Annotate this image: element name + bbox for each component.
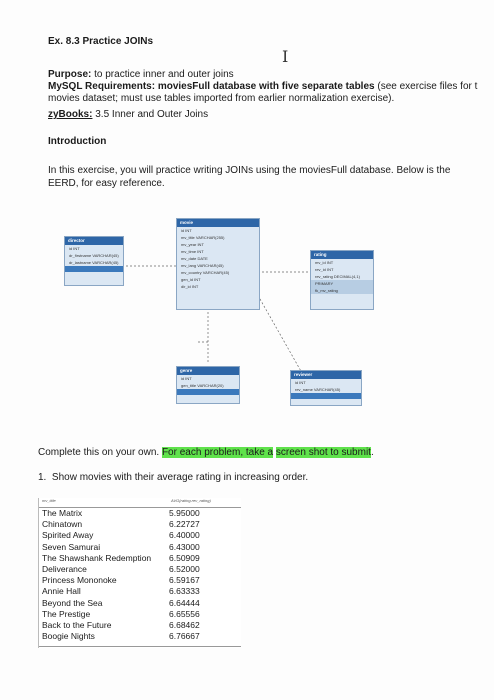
genre-field: id INT: [181, 376, 192, 381]
genre-field: gen_title VARCHAR(20): [181, 383, 224, 388]
eerd-diagram: [58, 212, 398, 422]
director-table-header: director: [65, 237, 123, 245]
question-1: [38, 472, 308, 483]
title-column: [42, 508, 151, 642]
instructions-text: .: [370, 447, 374, 458]
zybooks-label: zyBooks:: [48, 109, 93, 120]
result-rating-cell: 6.64444: [169, 597, 200, 608]
movie-field: mv_title VARCHAR(255): [181, 235, 225, 240]
purpose-text: to practice inner and outer joins: [91, 69, 234, 80]
result-rating-cell: 6.22727: [169, 519, 200, 530]
instructions-text: Complete this on your own.: [38, 447, 162, 458]
result-rating-cell: 6.68462: [169, 619, 200, 630]
zybooks-line: [48, 109, 208, 120]
requirements-line-2: movies dataset; must use tables imported from earlier normalization exercise).: [48, 93, 395, 104]
result-title-cell: The Matrix: [42, 508, 83, 518]
result-title-cell: The Prestige: [42, 608, 91, 619]
purpose-line: [48, 69, 234, 80]
movie-field: mv_time INT: [181, 249, 204, 254]
instructions-highlight: screen shot to submit: [275, 447, 371, 458]
result-rating-cell: 6.59167: [169, 575, 200, 586]
requirements-label: MySQL Requirements: moviesFull database with five separate tables: [48, 81, 375, 92]
director-table: [64, 236, 124, 286]
column-header: mv_title: [42, 498, 56, 503]
director-table-footer: [65, 266, 123, 272]
result-rating-cell: 6.63333: [169, 586, 200, 597]
movie-field: mv_lang VARCHAR(45): [181, 263, 224, 268]
reviewer-table: [290, 370, 362, 406]
result-title-cell: The Shawshank Redemption: [42, 552, 152, 563]
result-title-cell: Boogie Nights: [42, 631, 95, 642]
bottom-divider: [39, 646, 241, 647]
purpose-label: Purpose:: [48, 69, 92, 80]
result-title-cell: Princess Mononoke: [42, 575, 117, 586]
rating-index: fk_mv_rating: [311, 287, 373, 294]
result-title-cell: Spirited Away: [42, 530, 94, 541]
result-title-cell: Beyond the Sea: [42, 597, 103, 608]
instructions-line: [38, 447, 374, 458]
rating-table: [310, 250, 374, 310]
question-text: Show movies with their average rating in increasing order.: [51, 472, 309, 483]
movie-field: dir_id INT: [181, 284, 199, 289]
rating-field: mv_id INT: [315, 260, 334, 265]
movie-field: mv_date DATE: [181, 256, 208, 261]
zybooks-text: 3.5 Inner and Outer Joins: [92, 109, 209, 120]
result-title-cell: Annie Hall: [42, 586, 81, 597]
reviewer-table-header: reviewer: [291, 371, 361, 379]
question-number: 1.: [38, 472, 47, 483]
requirements-line: [48, 81, 477, 92]
director-field: dr_firstname VARCHAR(45): [69, 253, 119, 258]
result-title-cell: Deliverance: [42, 563, 87, 574]
movie-field: mv_country VARCHAR(45): [181, 270, 230, 275]
result-title-cell: Chinatown: [42, 519, 83, 530]
genre-table: [176, 366, 240, 404]
movie-field: mv_year INT: [181, 242, 204, 247]
query-result-grid: [38, 498, 241, 648]
movie-field: gen_id INT: [181, 277, 201, 282]
introduction-text-1: In this exercise, you will practice writing JOINs using the moviesFull database. Below is the: [48, 165, 451, 176]
reviewer-table-footer: [291, 393, 361, 399]
introduction-heading: Introduction: [48, 136, 107, 147]
reviewer-field: id INT: [295, 380, 306, 385]
result-title-cell: Back to the Future: [42, 619, 112, 630]
rating-field: rev_id INT: [315, 267, 334, 272]
result-rating-cell: 6.43000: [169, 541, 200, 552]
director-field: id INT: [69, 246, 80, 251]
genre-table-header: genre: [177, 367, 239, 375]
genre-table-footer: [177, 389, 239, 395]
movie-field: id INT: [181, 228, 192, 233]
director-field: dr_lastname VARCHAR(45): [69, 260, 119, 265]
rating-index: PRIMARY: [311, 280, 373, 287]
text-cursor-icon: I: [282, 47, 289, 66]
requirements-text: (see exercise files for t: [374, 81, 478, 92]
reviewer-field: rev_name VARCHAR(45): [295, 387, 341, 392]
rating-table-header: rating: [311, 251, 373, 259]
page-title: Ex. 8.3 Practice JOINs: [48, 36, 154, 47]
rating-field: rev_rating DECIMAL(4,1): [315, 274, 360, 279]
result-title-cell: Seven Samurai: [42, 541, 101, 552]
movie-table-header: movie: [177, 219, 259, 227]
result-rating-cell: 6.50909: [169, 552, 200, 563]
result-rating-cell: 6.52000: [169, 563, 200, 574]
rating-column: [169, 508, 200, 642]
column-header: AVG(rating.rev_rating): [171, 498, 211, 503]
introduction-text-2: EERD, for easy reference.: [48, 178, 165, 189]
result-rating-cell: 6.65556: [169, 608, 200, 619]
result-rating-cell: 6.40000: [169, 530, 200, 541]
result-rating-cell: 6.76667: [169, 631, 200, 642]
result-rating-cell: 5.95000: [169, 508, 200, 518]
instructions-highlight: For each problem, take a: [161, 447, 274, 458]
movie-table: [176, 218, 260, 310]
